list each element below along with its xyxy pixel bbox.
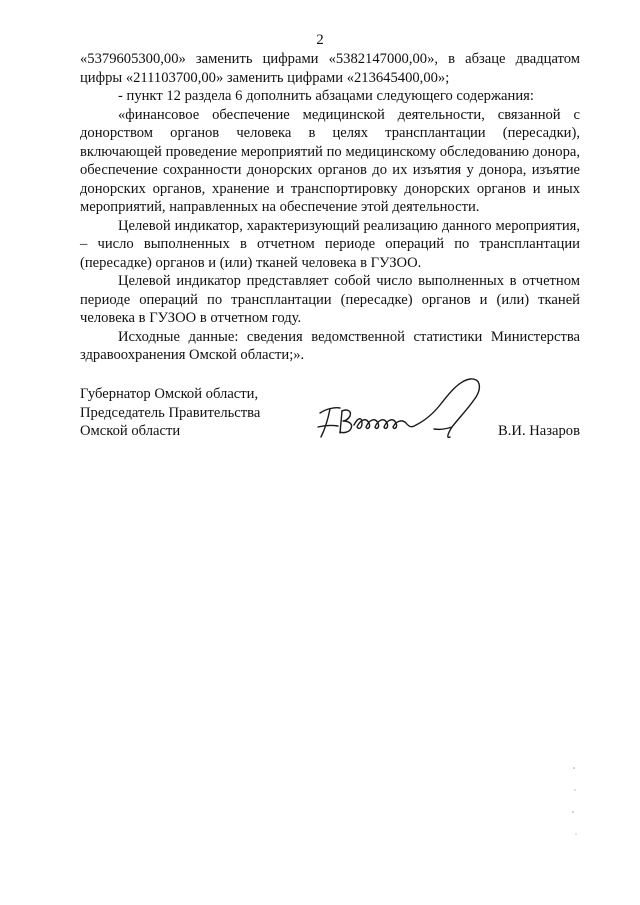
signatory-title-line: Председатель Правительства (80, 404, 261, 421)
paragraph-source-data: Исходные данные: сведения ведомственной статистики Министерства здравоохранения Омской области;». (80, 328, 580, 363)
paragraph-target-indicator: Целевой индикатор, характеризующий реализацию данного мероприятия, – число выполненных в отчетном периоде операций по трансплантации (пересадке) органов и (или) тканей человека в ГУЗОО. (80, 217, 580, 271)
signature-block (80, 385, 580, 455)
signatory-title-line: Губернатор Омской области, (80, 386, 259, 402)
document-body (80, 50, 580, 365)
signatory-name: В.И. Назаров (498, 423, 580, 439)
signatory-title-line: Омской области (80, 423, 181, 439)
paragraph-indicator-definition: Целевой индикатор представляет собой число выполненных в отчетном периоде операций по трансплантации (пересадке) органов и (или) тканей человека в ГУЗОО в отчетном году. (80, 273, 580, 326)
page-number: 2 (316, 32, 324, 48)
paragraph-amendment-figures: «5379605300,00» заменить цифрами «5382147000,00», в абзаце двадцатом цифры «211103700,00» заменить цифрами «213645400,00»; (80, 51, 580, 86)
paragraph-item-12-intro: - пункт 12 раздела 6 дополнить абзацами следующего содержания: (118, 88, 534, 104)
signatory-title (80, 385, 320, 441)
paragraph-financial-support: «финансовое обеспечение медицинской деятельности, связанной с донорством органов человека в целях трансплантации (пересадки), включающей проведение мероприятий по медицинскому обследованию донора, обеспечение сохранности донорских органов до их изъятия у донора, изъятие донорских органов, хранение и транспортировку донорских органов и иных мероприятий, направленных на обеспечение этой деятельности. (80, 106, 580, 215)
handwritten-signature (312, 375, 492, 447)
scan-specks (568, 760, 588, 840)
